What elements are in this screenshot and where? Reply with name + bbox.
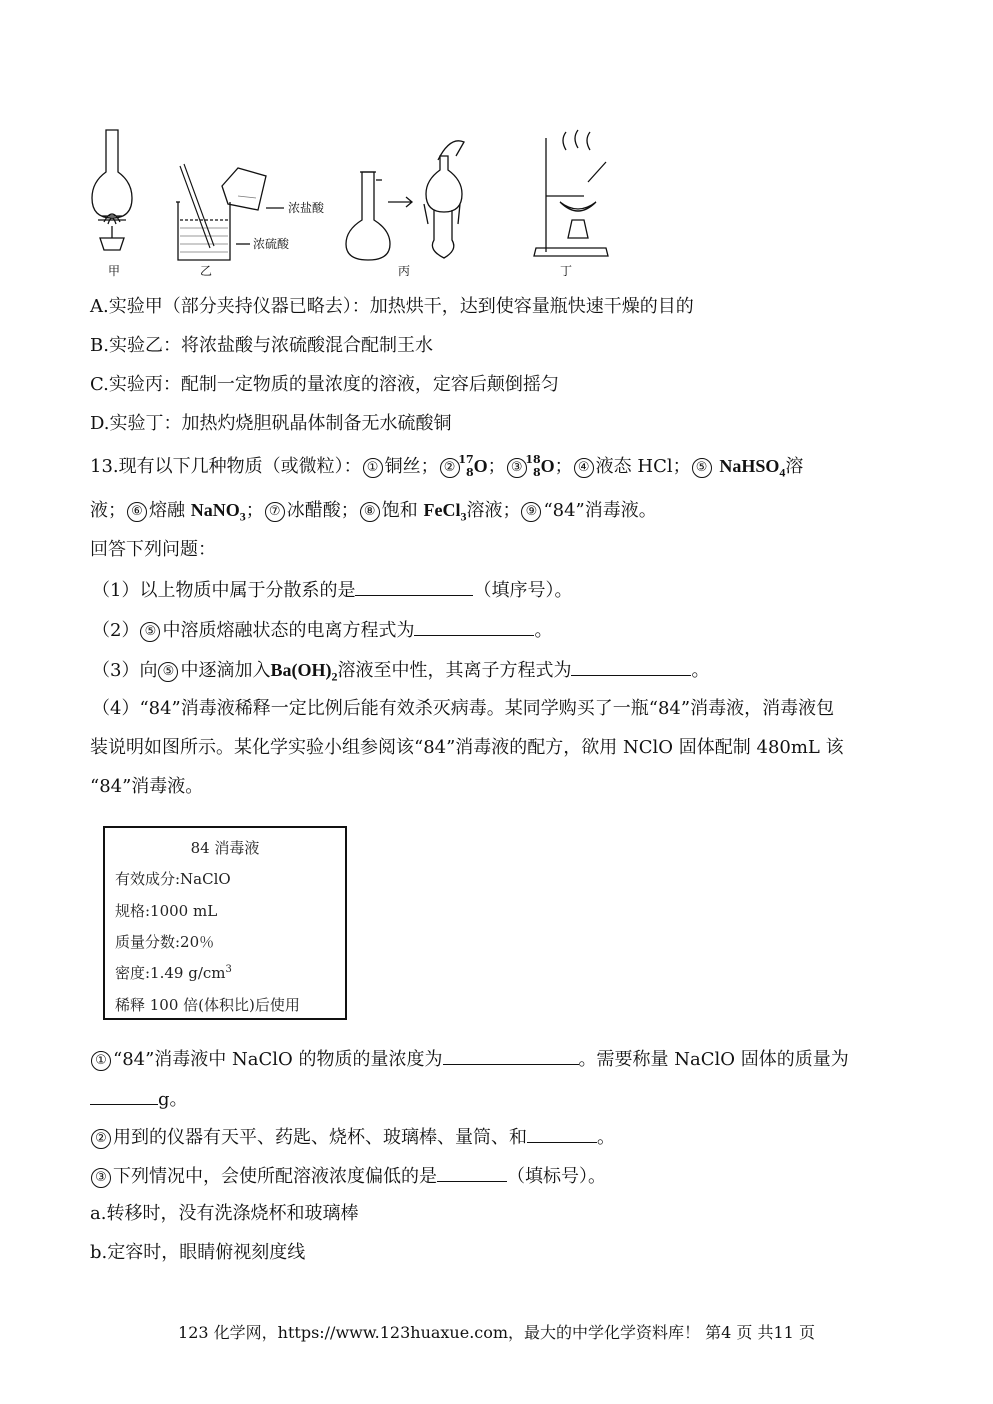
part-3-tail: 。 bbox=[691, 660, 710, 681]
part-3 bbox=[92, 657, 709, 689]
label-row-density bbox=[115, 962, 232, 983]
part-3-prefix: （3）向 bbox=[92, 660, 158, 681]
isotope-o18: O bbox=[540, 456, 555, 476]
option-c: C.实验丙：配制一定物质的量浓度的溶液，定容后颠倒摇匀 bbox=[90, 374, 559, 395]
label-row-mass-fraction: 质量分数:20％ bbox=[115, 933, 215, 951]
item-5-end: 液； bbox=[90, 500, 126, 521]
apparatus-ding bbox=[534, 130, 608, 256]
isotope-o17: O bbox=[473, 456, 488, 476]
subscript: 2 bbox=[331, 669, 338, 684]
formula-nano3: NaNO bbox=[190, 500, 240, 520]
label-row-ingredient: 有效成分:NaClO bbox=[115, 870, 231, 888]
circle-number: ⑥ bbox=[127, 502, 147, 522]
subq-2 bbox=[90, 1124, 615, 1150]
circle-number: ① bbox=[91, 1051, 111, 1071]
q13-line-2 bbox=[90, 498, 657, 529]
circle-number: ⑨ bbox=[521, 502, 541, 522]
apparatus-bing bbox=[346, 141, 464, 260]
mass-number: 17 bbox=[458, 453, 474, 466]
answer-blank-5[interactable] bbox=[90, 1086, 158, 1105]
part-1-text: （1）以上物质中属于分散系的是 bbox=[92, 580, 356, 601]
label-hcl: 浓盐酸 bbox=[288, 201, 325, 215]
disinfectant-label-box bbox=[103, 826, 347, 1020]
subq-3-tail: （填标号）。 bbox=[507, 1166, 606, 1187]
option-a: A.实验甲（部分夹持仪器已略去）：加热烘干，达到使容量瓶快速干燥的目的 bbox=[90, 296, 694, 317]
q13-line-1 bbox=[90, 454, 803, 485]
answer-prompt: 回答下列问题： bbox=[90, 539, 216, 560]
circle-number: ② bbox=[91, 1129, 111, 1149]
circle-number: ⑤ bbox=[140, 622, 160, 642]
item-4: 液态 HCl； bbox=[595, 456, 691, 477]
part-4-line-3: “84”消毒液。 bbox=[90, 776, 204, 797]
item-9: “84”消毒液。 bbox=[543, 500, 657, 521]
item-8-tail: 溶液； bbox=[466, 500, 521, 521]
part-3-text: 中逐滴加入 bbox=[180, 660, 271, 681]
choice-a: a.转移时，没有洗涤烧杯和玻璃棒 bbox=[90, 1203, 359, 1224]
item-1: 铜丝； bbox=[384, 456, 439, 477]
choice-b: b.定容时，眼睛俯视刻度线 bbox=[90, 1242, 306, 1263]
separator: ； bbox=[554, 456, 573, 477]
part-4-line-2: 装说明如图所示。某化学实验小组参阅该“84”消毒液的配方，欲用 NClO 固体配制 480mL 该 bbox=[90, 737, 844, 758]
circle-number: ⑧ bbox=[360, 502, 380, 522]
atomic-number: 8 bbox=[532, 466, 541, 479]
subq-3-text: 下列情况中，会使所配溶液浓度偏低的是 bbox=[113, 1166, 437, 1187]
subscript: 3 bbox=[239, 509, 246, 524]
label-yi: 乙 bbox=[200, 264, 213, 278]
q13-intro: 13.现有以下几种物质（或微粒）： bbox=[90, 456, 362, 477]
part-2-tail: 。 bbox=[534, 620, 553, 641]
option-b: B.实验乙：将浓盐酸与浓硫酸混合配制王水 bbox=[90, 335, 433, 356]
answer-blank-3[interactable] bbox=[571, 657, 691, 676]
apparatus-jia bbox=[92, 130, 132, 250]
circle-number: ③ bbox=[507, 458, 527, 478]
formula-nahso4: NaHSO bbox=[719, 456, 780, 476]
circle-number: ⑦ bbox=[265, 502, 285, 522]
circle-number: ③ bbox=[91, 1168, 111, 1188]
formula-fecl3: FeCl bbox=[423, 500, 461, 520]
isotope-o17-numbers bbox=[458, 453, 474, 479]
part-2-prefix: （2） bbox=[92, 620, 140, 641]
subq-1-tail: g。 bbox=[158, 1089, 188, 1110]
part-2-text: 中溶质熔融状态的电离方程式为 bbox=[162, 620, 415, 641]
label-jia: 甲 bbox=[108, 264, 121, 278]
part-4-line-1: （4）“84”消毒液稀释一定比例后能有效杀灭病毒。某同学购买了一瓶“84”消毒液，消毒液包 bbox=[92, 698, 835, 719]
label-row-spec: 规格:1000 mL bbox=[115, 902, 218, 920]
subq-1-mid: 。需要称量 NaClO 固体的质量为 bbox=[578, 1049, 849, 1070]
mass-number: 18 bbox=[525, 453, 541, 466]
item-8: 饱和 bbox=[381, 500, 424, 521]
subq-1-cont bbox=[90, 1086, 188, 1112]
page-footer: 123 化学网，https://www.123huaxue.com，最大的中学化学资料库！ 第4 页 共11 页 bbox=[178, 1323, 815, 1342]
part-1-tail: （填序号）。 bbox=[473, 580, 573, 601]
density-text: 密度:1.49 g/cm bbox=[115, 964, 226, 982]
part-2 bbox=[92, 617, 552, 643]
option-d: D.实验丁：加热灼烧胆矾晶体制备无水硫酸铜 bbox=[90, 413, 452, 434]
separator: ； bbox=[487, 456, 506, 477]
item-5-tail: 溶 bbox=[785, 456, 804, 477]
label-bing: 丙 bbox=[398, 264, 411, 278]
label-h2so4: 浓硫酸 bbox=[253, 237, 290, 251]
part-3-mid: 溶液至中性，其离子方程式为 bbox=[337, 660, 572, 681]
atomic-number: 8 bbox=[465, 466, 474, 479]
separator: ； bbox=[245, 500, 264, 521]
item-6: 熔融 bbox=[149, 500, 191, 521]
subq-2-text: 用到的仪器有天平、药匙、烧杯、玻璃棒、量筒、和 bbox=[113, 1127, 527, 1148]
answer-blank-7[interactable] bbox=[437, 1163, 507, 1182]
subscript: 4 bbox=[779, 465, 786, 480]
label-row-dilution: 稀释 100 倍(体积比)后使用 bbox=[115, 996, 300, 1014]
subq-1-text: “84”消毒液中 NaClO 的物质的量浓度为 bbox=[113, 1049, 443, 1070]
subscript: 3 bbox=[460, 509, 467, 524]
apparatus-figure bbox=[88, 120, 648, 285]
isotope-o18-numbers bbox=[525, 453, 541, 479]
subq-2-tail: 。 bbox=[597, 1127, 615, 1148]
superscript: 3 bbox=[225, 964, 232, 975]
answer-blank-2[interactable] bbox=[414, 617, 534, 636]
label-ding: 丁 bbox=[560, 264, 573, 278]
answer-blank-1[interactable] bbox=[355, 577, 473, 596]
answer-blank-6[interactable] bbox=[527, 1124, 597, 1143]
circle-number: ④ bbox=[574, 458, 594, 478]
circle-number: ⑤ bbox=[158, 662, 178, 682]
circle-number: ② bbox=[440, 458, 460, 478]
circle-number: ① bbox=[363, 458, 383, 478]
item-7: 冰醋酸； bbox=[286, 500, 359, 521]
circle-number: ⑤ bbox=[692, 458, 712, 478]
subq-1 bbox=[90, 1046, 849, 1072]
subq-3 bbox=[90, 1163, 606, 1189]
answer-blank-4[interactable] bbox=[443, 1046, 579, 1065]
label-title: 84 消毒液 bbox=[190, 839, 260, 857]
part-1 bbox=[92, 577, 572, 603]
formula-baoh2: Ba(OH) bbox=[270, 660, 332, 680]
